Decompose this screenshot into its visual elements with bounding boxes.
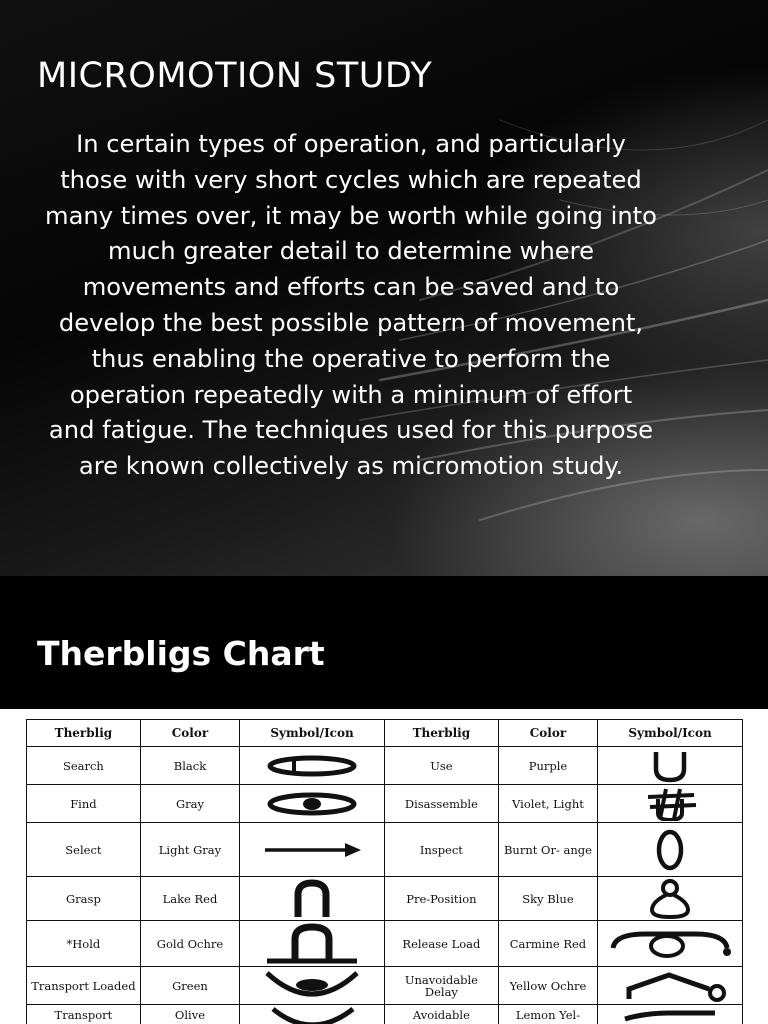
therblig-cell: Transport [27, 1005, 141, 1024]
disassemble-icon [640, 787, 700, 821]
column-header: Therblig [384, 720, 498, 747]
therblig-cell: Transport Loaded [27, 967, 141, 1005]
symbol-cell [240, 1005, 385, 1024]
transport-loaded-icon [257, 969, 367, 1003]
color-cell: Violet, Light [498, 785, 597, 823]
color-cell: Burnt Or- ange [498, 823, 597, 877]
table-row [27, 877, 743, 921]
body-line: thus enabling the operative to perform the [91, 344, 611, 373]
symbol-cell [240, 823, 385, 877]
slide-title: MICROMOTION STUDY [37, 56, 433, 96]
symbol-cell [598, 823, 743, 877]
use-icon [640, 749, 700, 783]
slide-therbligs-chart [0, 576, 768, 1024]
body-line: movements and efforts can be saved and to [82, 273, 620, 302]
therblig-cell: Avoidable [384, 1005, 498, 1024]
table-row [27, 1005, 743, 1024]
unavoidable-delay-icon [605, 969, 735, 1003]
pre-position-icon [640, 878, 700, 920]
body-line: much greater detail to determine where [108, 237, 594, 266]
search-icon [262, 751, 362, 781]
color-cell: Carmine Red [498, 921, 597, 967]
therblig-cell: Disassemble [384, 785, 498, 823]
symbol-cell [240, 747, 385, 785]
column-header: Symbol/Icon [598, 720, 743, 747]
therblig-cell: Unavoidable Delay [384, 967, 498, 1005]
therblig-cell: Search [27, 747, 141, 785]
therblig-cell: Grasp [27, 877, 141, 921]
column-header: Color [498, 720, 597, 747]
therblig-cell: Inspect [384, 823, 498, 877]
symbol-cell [240, 967, 385, 1005]
body-line: develop the best possible pattern of movement, [58, 308, 644, 337]
table-row [27, 823, 743, 877]
color-cell: Green [140, 967, 239, 1005]
slide-body-paragraph [28, 127, 674, 485]
symbol-cell [240, 921, 385, 967]
symbol-cell [598, 921, 743, 967]
therblig-cell: Select [27, 823, 141, 877]
therbligs-table [26, 719, 743, 1024]
body-line: and fatigue. The techniques used for this purpose [48, 416, 654, 445]
therblig-cell: Use [384, 747, 498, 785]
find-icon [262, 789, 362, 819]
color-cell: Olive [140, 1005, 239, 1024]
therblig-cell: *Hold [27, 921, 141, 967]
symbol-cell [240, 877, 385, 921]
color-cell: Black [140, 747, 239, 785]
color-cell: Light Gray [140, 823, 239, 877]
symbol-cell [598, 747, 743, 785]
inspect-icon [645, 828, 695, 872]
symbol-cell [598, 1005, 743, 1024]
select-arrow-icon [257, 838, 367, 862]
therblig-cell: Release Load [384, 921, 498, 967]
hold-icon [257, 923, 367, 965]
avoidable-delay-icon [605, 1005, 735, 1024]
grasp-icon [282, 879, 342, 919]
color-cell: Yellow Ochre [498, 967, 597, 1005]
table-row [27, 967, 743, 1005]
body-line: In certain types of operation, and particularly [76, 130, 626, 158]
color-cell: Gray [140, 785, 239, 823]
therbligs-table-image [0, 709, 768, 1024]
chart-title: Therbligs Chart [37, 634, 325, 673]
column-header: Therblig [27, 720, 141, 747]
column-header: Color [140, 720, 239, 747]
table-row [27, 921, 743, 967]
column-header: Symbol/Icon [240, 720, 385, 747]
color-cell: Lemon Yel- [498, 1005, 597, 1024]
symbol-cell [598, 785, 743, 823]
color-cell: Sky Blue [498, 877, 597, 921]
color-cell: Gold Ochre [140, 921, 239, 967]
release-load-icon [605, 924, 735, 964]
body-line: are known collectively as micromotion study. [78, 452, 624, 481]
therblig-cell: Pre-Position [384, 877, 498, 921]
symbol-cell [240, 785, 385, 823]
body-line: operation repeatedly with a minimum of effort [69, 380, 633, 409]
color-cell: Purple [498, 747, 597, 785]
body-line: those with very short cycles which are repeated [60, 165, 642, 194]
table-header-row [27, 720, 743, 747]
transport-empty-icon [257, 1005, 367, 1024]
color-cell: Lake Red [140, 877, 239, 921]
table-row [27, 785, 743, 823]
symbol-cell [598, 967, 743, 1005]
table-row [27, 747, 743, 785]
body-line: many times over, it may be worth while going into [45, 201, 657, 230]
symbol-cell [598, 877, 743, 921]
therblig-cell: Find [27, 785, 141, 823]
